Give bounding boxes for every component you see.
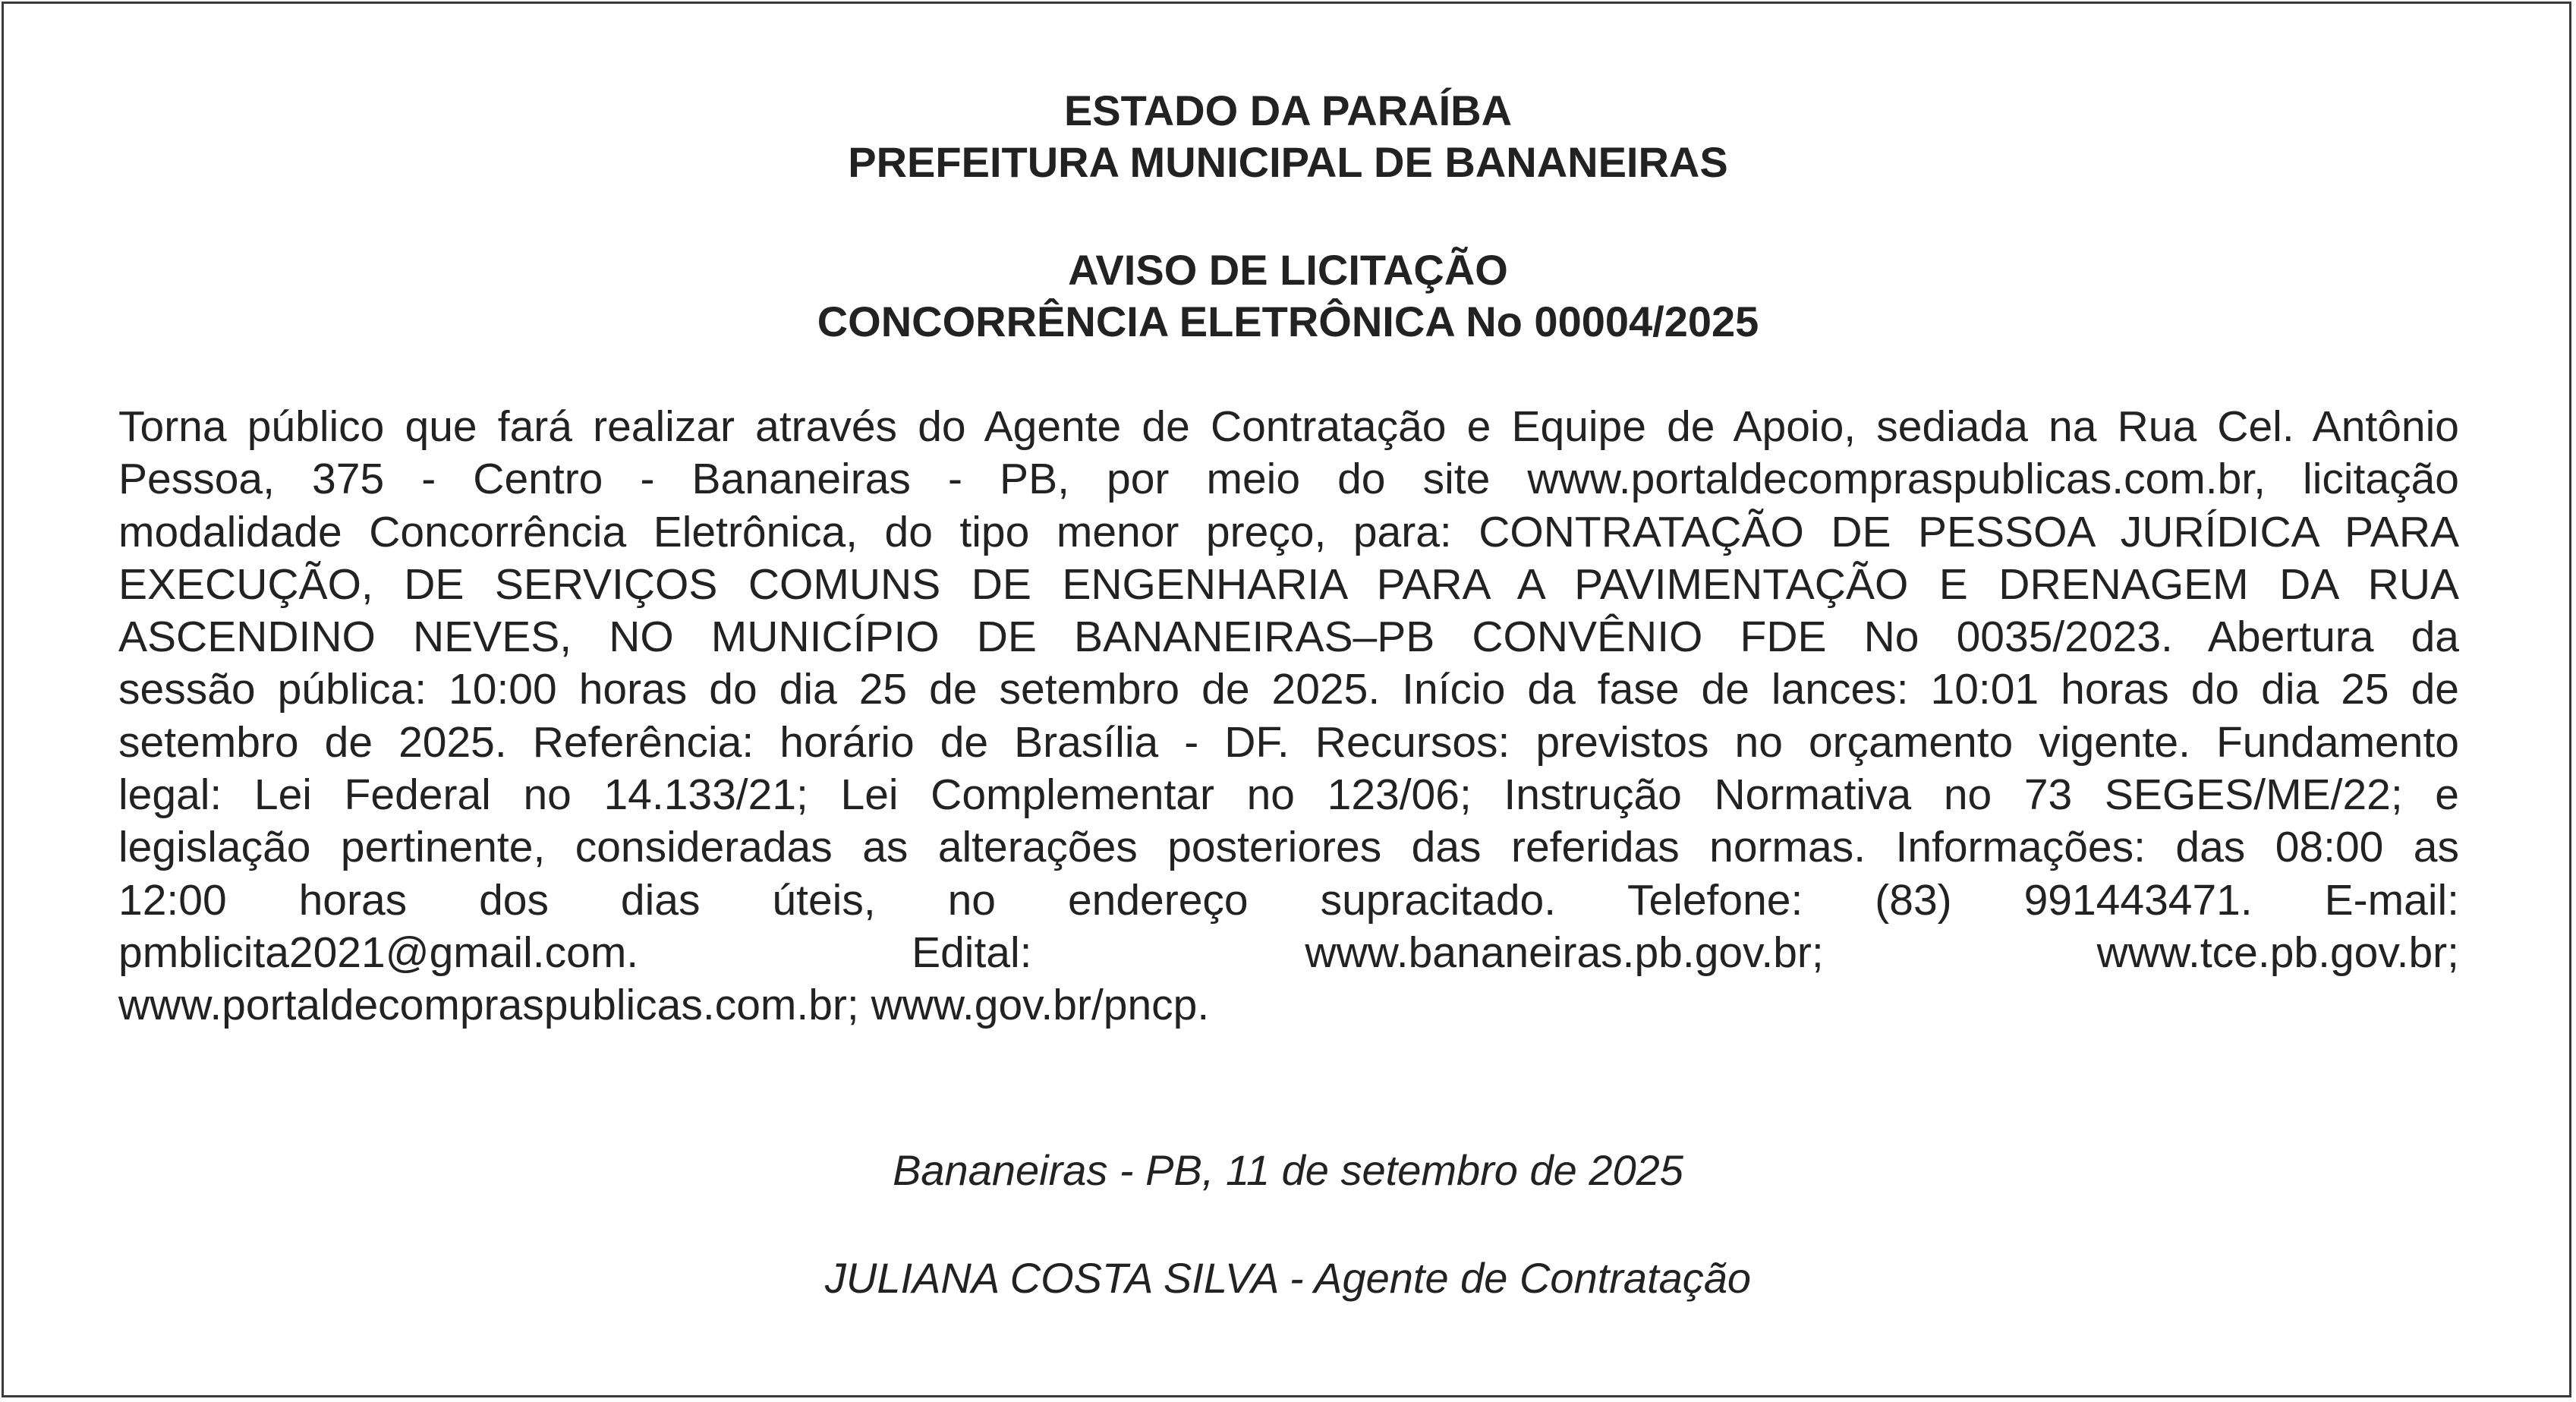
notice-title [0, 244, 2576, 348]
signatory: JULIANA COSTA SILVA - Agente de Contratação [824, 1254, 1752, 1302]
body-line: pmblicita2021@gmail.com. Edital: www.bananeiras.pb.gov.br; www.tce.pb.gov.br; [118, 928, 2459, 977]
body-line: legislação pertinente, consideradas as alterações posteriores das referidas normas. Informações: das 08:00 as [118, 823, 2459, 872]
body-line: EXECUÇÃO, DE SERVIÇOS COMUNS DE ENGENHARIA PARA A PAVIMENTAÇÃO E DRENAGEM DA RUA [118, 559, 2459, 609]
place-and-date: Bananeiras - PB, 11 de setembro de 2025 [893, 1146, 1683, 1194]
body-line: modalidade Concorrência Eletrônica, do tipo menor preço, para: CONTRATAÇÃO DE PESSOA JURÍDICA PARA [118, 507, 2459, 556]
procedure-number: CONCORRÊNCIA ELETRÔNICA No 00004/2025 [817, 298, 1759, 345]
body-line: Torna público que fará realizar através do Agente de Contratação e Equipe de Apoio, sediada na Rua Cel. Antônio [118, 402, 2459, 451]
body-line: ASCENDINO NEVES, NO MUNICÍPIO DE BANANEIRAS–PB CONVÊNIO FDE No 0035/2023. Abertura da [118, 613, 2459, 662]
body-line: sessão pública: 10:00 horas do dia 25 de setembro de 2025. Início da fase de lances: 10:01 horas do dia 25 de [118, 665, 2459, 714]
state-name: ESTADO DA PARAÍBA [1063, 87, 1513, 134]
body-line: 12:00 horas dos dias úteis, no endereço supracitado. Telefone: (83) 991443471. E-mail: [118, 875, 2459, 925]
body-line: legal: Lei Federal no 14.133/21; Lei Complementar no 123/06; Instrução Normativa no 73 SEGES/ME/22; e [118, 770, 2459, 820]
body-line: Pessoa, 375 - Centro - Bananeiras - PB, por meio do site www.portaldecompraspublicas.com.br, licitação [118, 455, 2459, 504]
notice-type: AVISO DE LICITAÇÃO [1068, 246, 1508, 294]
body-line: setembro de 2025. Referência: horário de Brasília - DF. Recursos: previstos no orçamento vigente. Fundamento [118, 717, 2459, 767]
notice-body [118, 401, 2459, 1032]
issuer-heading [0, 85, 2576, 188]
municipality-name: PREFEITURA MUNICIPAL DE BANANEIRAS [848, 138, 1728, 186]
body-line: www.portaldecompraspublicas.com.br; www.gov.br/pncp. [118, 981, 1210, 1030]
